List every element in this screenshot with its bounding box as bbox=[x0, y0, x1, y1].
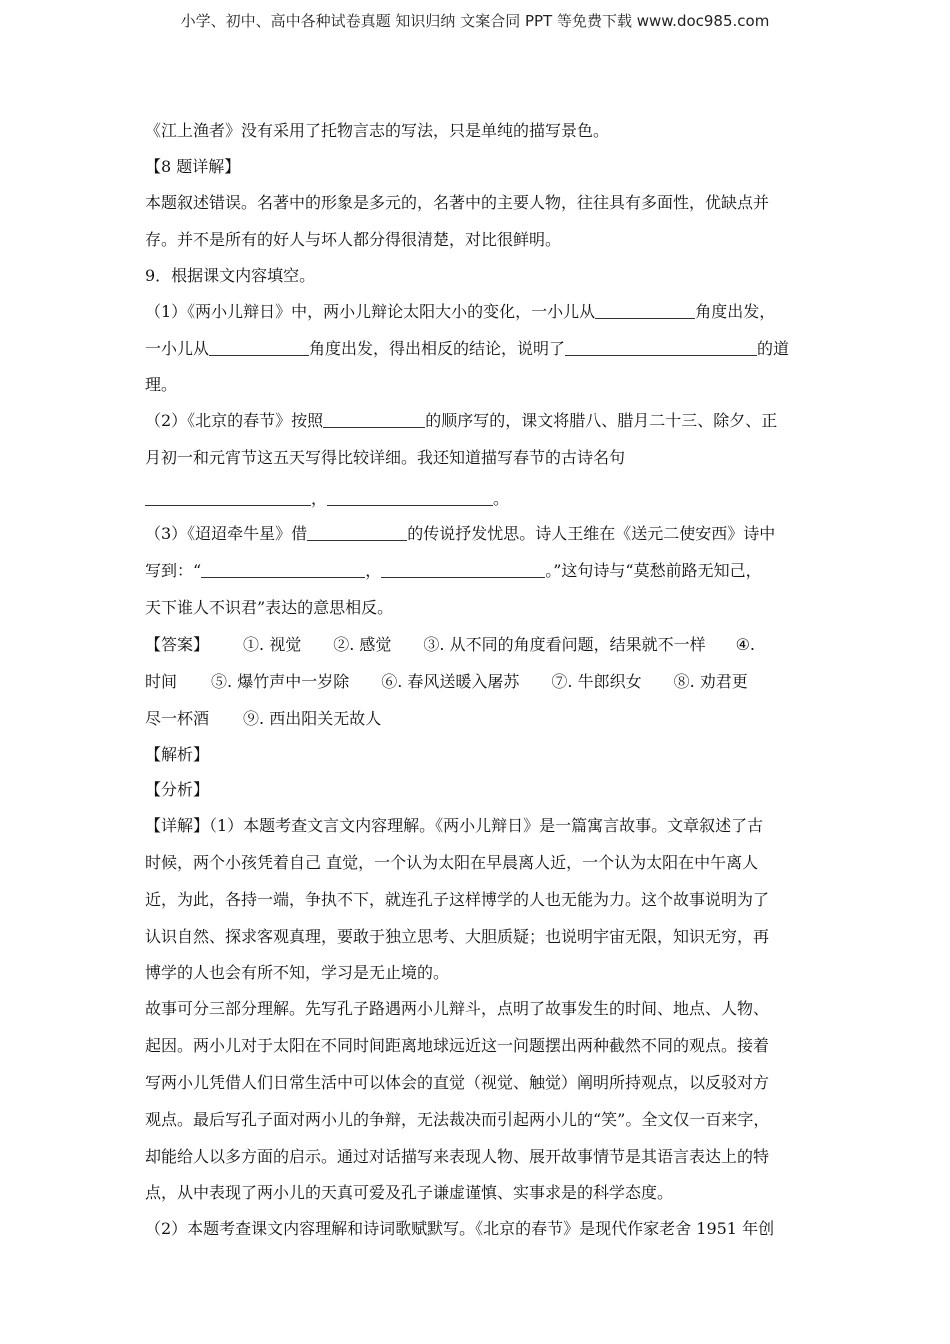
answer-line-b bbox=[145, 663, 810, 700]
question-title: 9．根据课文内容填空。 bbox=[145, 266, 316, 285]
answer-item: ⑤. 爆竹声中一岁除 bbox=[211, 672, 350, 691]
fill-blank bbox=[209, 335, 309, 356]
fill-blank bbox=[565, 335, 757, 356]
text-span: 。 bbox=[493, 489, 510, 508]
section-heading: 【8 题详解】 bbox=[145, 157, 241, 176]
answer-item: 尽一杯酒 bbox=[145, 709, 210, 728]
answer-line-a bbox=[145, 626, 810, 663]
text-span: （2）《北京的春节》按照 bbox=[145, 411, 324, 430]
text-span: 。”这句诗与“莫愁前路无知己， bbox=[545, 561, 762, 580]
answer-item: 时间 bbox=[145, 672, 178, 691]
question-2-blank-line bbox=[145, 476, 810, 515]
fill-blank bbox=[307, 520, 407, 541]
section-heading: 【分析】 bbox=[145, 780, 210, 799]
paragraph-line: 时候，两个小孩凭着自己 直觉，一个认为太阳在早晨离人近，一个认为太阳在中午离人 bbox=[145, 853, 759, 872]
question-1-line-a bbox=[145, 293, 810, 330]
answer-item: ①. 视觉 bbox=[243, 635, 302, 654]
answer-item: ③. 从不同的角度看问题，结果就不一样 bbox=[423, 635, 706, 654]
answer-item: ②. 感觉 bbox=[333, 635, 392, 654]
paragraph-line: 写两小儿凭借人们日常生活中可以体会的直觉（视觉、触觉）阐明所持观点，以反驳对方 bbox=[145, 1073, 770, 1092]
page-header: 小学、初中、高中各种试卷真题 知识归纳 文案合同 PPT 等免费下载 www.doc985.com bbox=[180, 12, 770, 30]
document-body bbox=[145, 112, 810, 1247]
paragraph-line: 认识自然、探求客观真理，要敢于独立思考、大胆质疑；也说明宇宙无限，知识无穷，再 bbox=[145, 927, 770, 946]
paragraph-line: 点，从中表现了两小儿的天真可爱及孔子谦虚谨慎、实事求是的科学态度。 bbox=[145, 1183, 674, 1202]
fill-blank bbox=[595, 298, 695, 319]
fill-blank bbox=[323, 407, 425, 428]
text-span: 一小儿从 bbox=[145, 339, 210, 358]
section-heading: 【解析】 bbox=[145, 745, 210, 764]
answer-item: ⑨. 西出阳关无故人 bbox=[243, 709, 382, 728]
paragraph-line: 存。并不是所有的好人与坏人都分得很清楚，对比很鲜明。 bbox=[145, 230, 562, 249]
paragraph-line: 起因。两小儿对于太阳在不同时间距离地球远近这一问题摆出两种截然不同的观点。接着 bbox=[145, 1036, 770, 1055]
paragraph-line: 【详解】（1）本题考查文言文内容理解。《两小儿辩日》是一篇寓言故事。文章叙述了古 bbox=[145, 816, 764, 835]
answer-line-c bbox=[145, 700, 810, 737]
paragraph-line: 近，为此，各持一端，争执不下，就连孔子这样博学的人也无能为力。这个故事说明为了 bbox=[145, 890, 770, 909]
text-span: 的道 bbox=[757, 339, 790, 358]
paragraph-line: 观点。最后写孔子面对两小儿的争辩，无法裁决而引起两小儿的“笑”。全文仅一百来字， bbox=[145, 1110, 770, 1129]
text-span: ， bbox=[365, 561, 382, 580]
fill-blank bbox=[201, 557, 365, 578]
paragraph-line: 博学的人也会有所不知，学习是无止境的。 bbox=[145, 963, 450, 982]
text-span: ， bbox=[311, 489, 328, 508]
paragraph-line: 天下谁人不识君”表达的意思相反。 bbox=[145, 598, 394, 617]
answer-item: ④. bbox=[735, 635, 756, 654]
answer-item: ⑧. 劝君更 bbox=[673, 672, 748, 691]
text-span: 角度出发，得出相反的结论，说明了 bbox=[309, 339, 566, 358]
text-span: 写到：“ bbox=[145, 561, 202, 580]
question-3-line-a bbox=[145, 515, 810, 552]
text-span: （1）《两小儿辩日》中，两小儿辩论太阳大小的变化，一小儿从 bbox=[145, 302, 596, 321]
answer-label: 【答案】 bbox=[145, 635, 210, 654]
question-3-line-b bbox=[145, 552, 810, 589]
answer-item: ⑥. 春风送暖入屠苏 bbox=[381, 672, 520, 691]
fill-blank bbox=[145, 485, 311, 506]
paragraph-line: 《江上渔者》没有采用了托物言志的写法，只是单纯的描写景色。 bbox=[145, 121, 610, 140]
question-2-line-a bbox=[145, 402, 810, 439]
paragraph-line: 月初一和元宵节这五天写得比较详细。我还知道描写春节的古诗名句 bbox=[145, 448, 626, 467]
paragraph-line: 却能给人以多方面的启示。通过对话描写来表现人物、展开故事情节是其语言表达上的特 bbox=[145, 1147, 770, 1166]
paragraph-line: 理。 bbox=[145, 375, 178, 394]
answer-item: ⑦. 牛郎织女 bbox=[551, 672, 642, 691]
paragraph-line: 故事可分三部分理解。先写孔子路遇两小儿辩斗，点明了故事发生的时间、地点、人物、 bbox=[145, 999, 770, 1018]
paragraph-line: （2）本题考查课文内容理解和诗词歌赋默写。《北京的春节》是现代作家老舍 1951 年创 bbox=[145, 1219, 775, 1238]
text-span: 的顺序写的，课文将腊八、腊月二十三、除夕、正 bbox=[425, 411, 778, 430]
fill-blank bbox=[381, 557, 545, 578]
question-1-line-b bbox=[145, 330, 810, 367]
text-span: 角度出发， bbox=[695, 302, 776, 321]
text-span: （3）《迢迢牵牛星》借 bbox=[145, 524, 308, 543]
paragraph-line: 本题叙述错误。名著中的形象是多元的，名著中的主要人物，往往具有多面性，优缺点并 bbox=[145, 193, 770, 212]
text-span: 的传说抒发忧思。诗人王维在《送元二使安西》诗中 bbox=[407, 524, 776, 543]
fill-blank bbox=[327, 485, 493, 506]
